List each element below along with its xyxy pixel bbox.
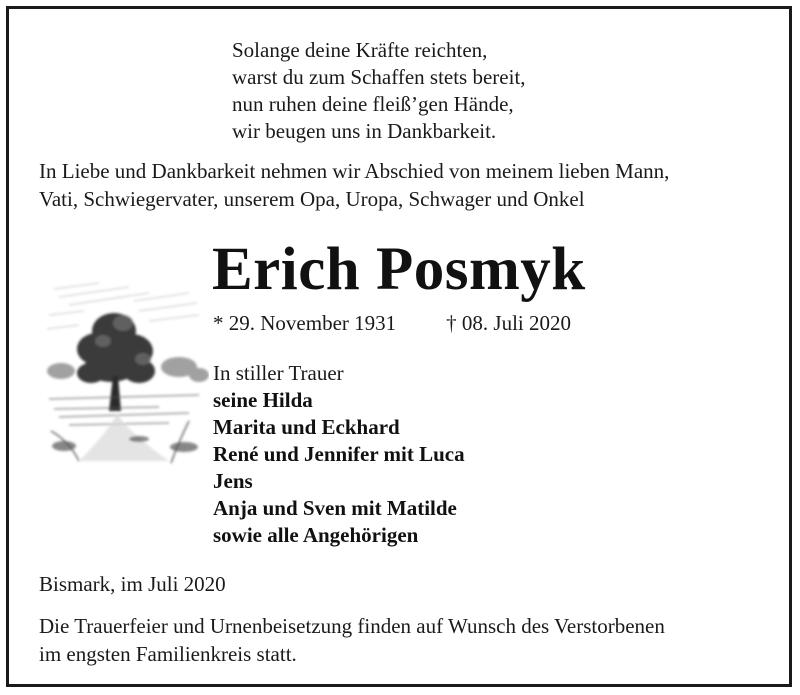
mourner-name: René und Jennifer mit Luca — [213, 442, 465, 466]
farewell-text — [39, 157, 669, 213]
birth-date: * 29. November 1931 — [213, 311, 397, 335]
funeral-line: Die Trauerfeier und Urnenbeisetzung finden auf Wunsch des Verstorbenen — [39, 614, 665, 638]
mourner-name: seine Hilda — [213, 388, 313, 412]
mourner-name: Marita und Eckhard — [213, 415, 400, 439]
poem — [232, 37, 526, 145]
poem-line: wir beugen uns in Dankbarkeit. — [232, 119, 497, 143]
farewell-line: In Liebe und Dankbarkeit nehmen wir Abschied von meinem lieben Mann, — [39, 159, 670, 183]
life-dates — [213, 309, 571, 337]
farewell-line: Vati, Schwiegervater, unserem Opa, Uropa, Schwager und Onkel — [39, 187, 585, 211]
obituary-notice — [6, 6, 792, 687]
poem-line: nun ruhen deine fleiß’gen Hände, — [232, 92, 514, 116]
place-date: Bismark, im Juli 2020 — [39, 572, 226, 596]
mourners-intro: In stiller Trauer — [213, 361, 344, 385]
poem-line: Solange deine Kräfte reichten, — [232, 38, 488, 62]
poem-line: warst du zum Schaffen stets bereit, — [232, 65, 526, 89]
mourner-name: Anja und Sven mit Matilde — [213, 496, 457, 520]
deceased-name: Erich Posmyk — [212, 236, 586, 303]
mourners-list — [213, 360, 465, 549]
death-date: † 08. Juli 2020 — [446, 311, 571, 335]
mourner-name: Jens — [213, 469, 253, 493]
tree-landscape-icon — [39, 271, 209, 471]
funeral-line: im engsten Familienkreis statt. — [39, 642, 297, 666]
mourner-name: sowie alle Angehörigen — [213, 523, 419, 547]
funeral-info — [39, 612, 665, 668]
